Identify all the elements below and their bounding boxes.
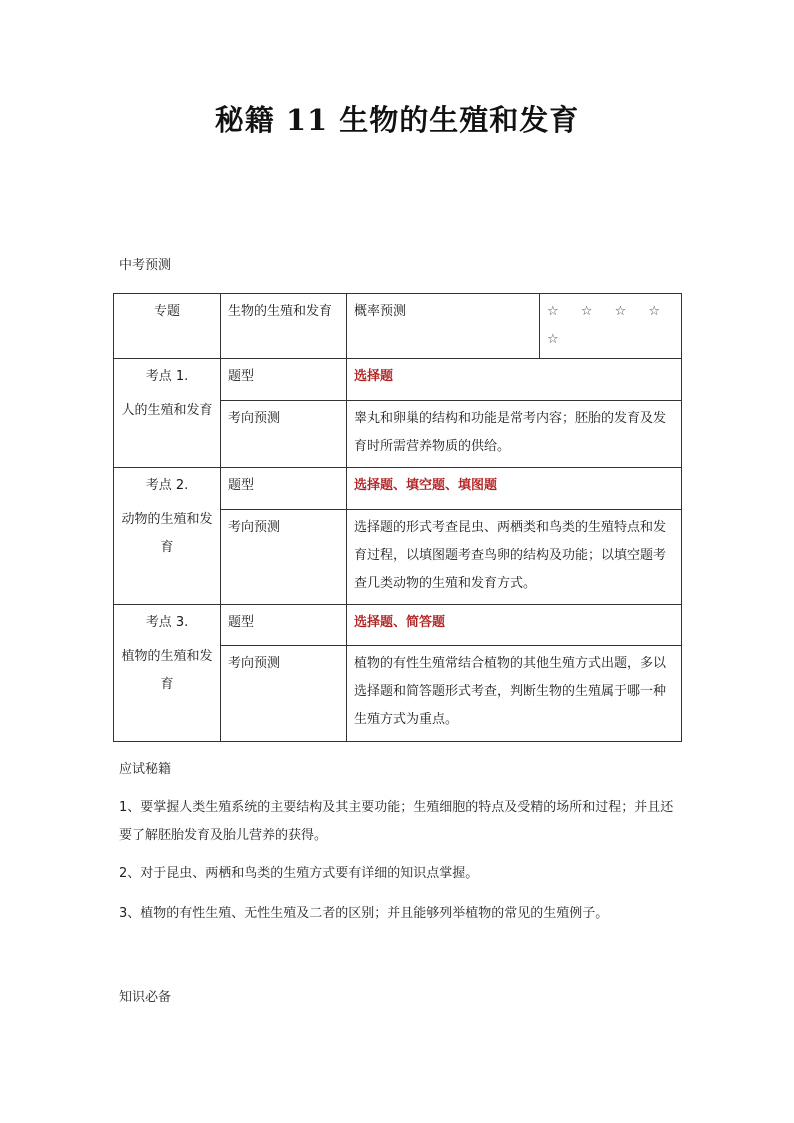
point-cell bbox=[114, 468, 221, 605]
type-label: 题型 bbox=[221, 605, 347, 646]
type-value: 选择题 bbox=[347, 359, 682, 401]
forecast-table bbox=[113, 293, 682, 742]
tips-heading: 应试秘籍 bbox=[119, 762, 172, 777]
point-number: 考点 1. bbox=[145, 369, 189, 384]
point-cell bbox=[114, 359, 221, 468]
type-value: 选择题、简答题 bbox=[347, 605, 682, 646]
probability-label-cell: 概率预测 bbox=[347, 294, 540, 359]
tip-item: 3、植物的有性生殖、无性生殖及二者的区别；并且能够列举植物的常见的生殖例子。 bbox=[119, 906, 609, 921]
point-name: 动物的生殖和发育 bbox=[121, 512, 213, 555]
direction-label: 考向预测 bbox=[221, 401, 347, 468]
point-name: 植物的生殖和发育 bbox=[121, 649, 213, 692]
probability-stars: ☆ ☆ ☆ ☆ ☆ bbox=[540, 294, 682, 359]
type-label: 题型 bbox=[221, 468, 347, 510]
topic-value-cell: 生物的生殖和发育 bbox=[221, 294, 347, 359]
forecast-heading: 中考预测 bbox=[119, 258, 172, 273]
direction-value: 选择题的形式考查昆虫、两栖类和鸟类的生殖特点和发育过程，以填图题考查鸟卵的结构及功能；以填空题考查几类动物的生殖和发育方式。 bbox=[347, 510, 682, 605]
tip-item: 2、对于昆虫、两栖和鸟类的生殖方式要有详细的知识点掌握。 bbox=[119, 866, 479, 881]
table-row bbox=[114, 359, 682, 401]
type-label: 题型 bbox=[221, 359, 347, 401]
table-row bbox=[114, 468, 682, 510]
topic-label-cell: 专题 bbox=[114, 294, 221, 359]
direction-value: 植物的有性生殖常结合植物的其他生殖方式出题，多以选择题和简答题形式考查，判断生物的生殖属于哪一种生殖方式为重点。 bbox=[347, 646, 682, 742]
direction-value: 睾丸和卵巢的结构和功能是常考内容；胚胎的发育及发育时所需营养物质的供给。 bbox=[347, 401, 682, 468]
tip-item: 1、要掌握人类生殖系统的主要结构及其主要功能；生殖细胞的特点及受精的场所和过程；并且还要了解胚胎发育及胎儿营养的获得。 bbox=[119, 800, 674, 843]
type-value: 选择题、填空题、填图题 bbox=[347, 468, 682, 510]
table-header-row bbox=[114, 294, 682, 359]
table-row bbox=[114, 605, 682, 646]
point-name: 人的生殖和发育 bbox=[121, 403, 213, 418]
direction-label: 考向预测 bbox=[221, 646, 347, 742]
page-title: 秘籍 11 生物的生殖和发育 bbox=[214, 103, 580, 137]
knowledge-heading: 知识必备 bbox=[119, 990, 172, 1005]
direction-label: 考向预测 bbox=[221, 510, 347, 605]
point-cell bbox=[114, 605, 221, 742]
point-number: 考点 2. bbox=[145, 478, 189, 493]
point-number: 考点 3. bbox=[145, 615, 189, 630]
